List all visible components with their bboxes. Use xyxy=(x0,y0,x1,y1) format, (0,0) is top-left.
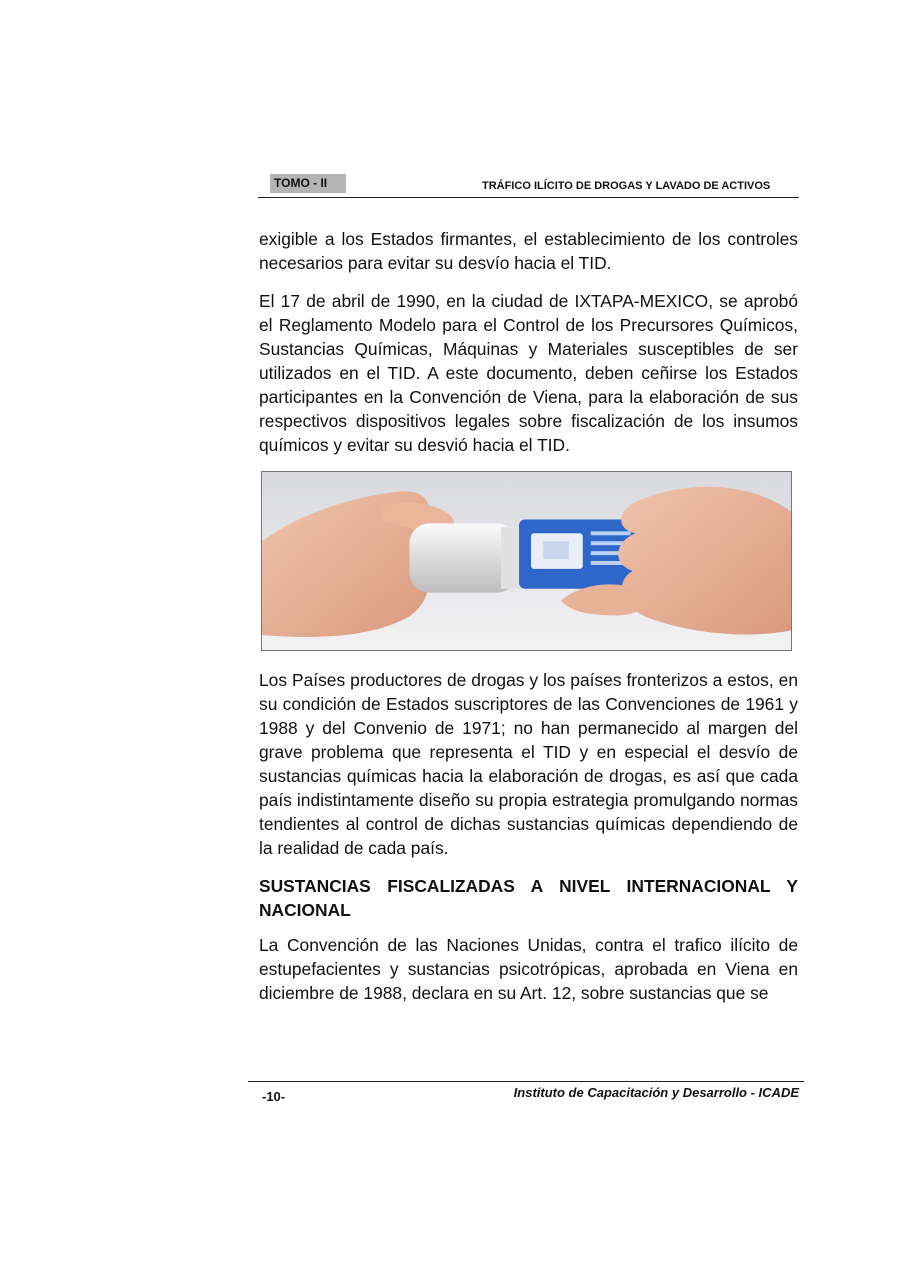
volume-tag: TOMO - II xyxy=(270,174,346,193)
paragraph: exigible a los Estados firmantes, el establecimiento de los controles necesarios para evitar su desvío hacia el TID. xyxy=(259,229,798,273)
paragraph: Los Países productores de drogas y los países fronterizos a estos, en su condición de Estados suscriptores de las Convenciones de 1961 y 1988 y del Convenio de 1971; no han permanecido al margen del grave problema que representa el TID y en especial el desvío de sustancias químicas hacia la elaboración de drogas, es así que cada país indistintamente diseño su propia estrategia promulgando normas tendientes al control de dichas sustancias químicas dependiendo de la realidad de cada país. xyxy=(259,670,798,858)
footer-institution: Instituto de Capacitación y Desarrollo - ICADE xyxy=(513,1085,799,1100)
page-content xyxy=(259,227,798,1019)
page-number: -10- xyxy=(262,1089,286,1104)
drug-test-kit-photo xyxy=(261,471,792,651)
footer-divider xyxy=(248,1081,804,1082)
paragraph: El 17 de abril de 1990, en la ciudad de IXTAPA-MEXICO, se aprobó el Reglamento Modelo para el Control de los Precursores Químicos, Sustancias Químicas, Máquinas y Materiales susceptibles de ser utilizados en el TID. A este documento, deben ceñirse los Estados participantes en la Convención de Viena, para la elaboración de sus respectivos dispositivos legales sobre fiscalización de los insumos químicos y evitar su desvió hacia el TID. xyxy=(259,291,798,455)
drug-test-kit-illustration xyxy=(262,472,791,650)
paragraph: La Convención de las Naciones Unidas, contra el trafico ilícito de estupefacientes y sustancias psicotrópicas, aprobada en Viena en diciembre de 1988, declara en su Art. 12, sobre sustancias que se xyxy=(259,935,798,1003)
section-heading: SUSTANCIAS FISCALIZADAS A NIVEL INTERNACIONAL Y NACIONAL xyxy=(259,876,798,920)
header-divider xyxy=(258,197,799,198)
running-header-title: TRÁFICO ILÍCITO DE DROGAS Y LAVADO DE ACTIVOS xyxy=(482,180,771,192)
